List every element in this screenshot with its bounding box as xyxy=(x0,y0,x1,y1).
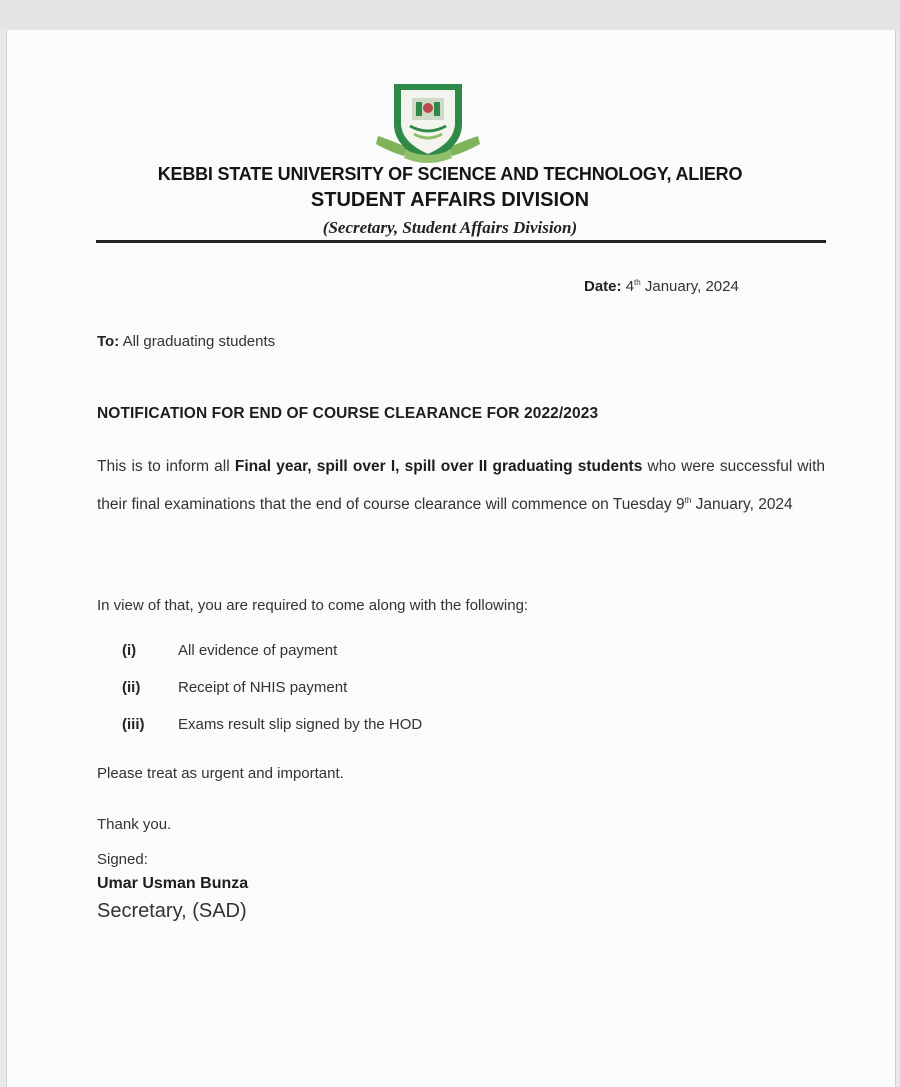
list-item-number: (ii) xyxy=(122,679,141,696)
signed-label: Signed: xyxy=(97,851,148,868)
notification-heading: NOTIFICATION FOR END OF COURSE CLEARANCE FOR 2022/2023 xyxy=(97,405,599,422)
list-item-number: (iii) xyxy=(122,716,145,733)
body-date-suffix: th xyxy=(684,496,692,505)
division-name: STUDENT AFFAIRS DIVISION xyxy=(310,189,590,211)
signatory-title: Secretary, (SAD) xyxy=(97,900,247,922)
secretary-subtitle: (Secretary, Student Affairs Division) xyxy=(322,218,578,237)
signatory-name: Umar Usman Bunza xyxy=(97,875,249,892)
header-divider xyxy=(96,240,826,243)
body-date-rest: January, 2024 xyxy=(691,496,793,514)
list-item xyxy=(122,669,422,706)
recipient-line xyxy=(97,333,275,350)
list-item-text: Exams result slip signed by the HOD xyxy=(178,716,423,733)
body-intro: This is to inform all xyxy=(97,458,235,475)
urgency-note: Please treat as urgent and important. xyxy=(97,765,344,782)
list-item-text: Receipt of NHIS payment xyxy=(178,679,348,696)
date-month-year: January, 2024 xyxy=(644,278,739,295)
university-crest-logo xyxy=(372,78,484,168)
date-label: Date: xyxy=(584,278,622,295)
requirements-list xyxy=(122,632,422,743)
screenshot-top-band xyxy=(0,0,900,30)
list-item xyxy=(122,632,422,669)
requirements-intro: In view of that, you are required to come along with the following: xyxy=(97,597,529,614)
body-eligible-students: Final year, spill over I, spill over II graduating students xyxy=(234,458,643,475)
date-day-suffix: th xyxy=(634,278,641,287)
list-item-number: (i) xyxy=(122,642,137,659)
recipient-label: To: xyxy=(97,333,120,350)
body-commencement: who were successful with their final examinations that the end of course clearance will commence on Tuesday 9 xyxy=(97,458,825,514)
recipient-value: All graduating students xyxy=(122,333,276,350)
thank-you: Thank you. xyxy=(97,816,172,833)
university-name: KEBBI STATE UNIVERSITY OF SCIENCE AND TECHNOLOGY, ALIERO xyxy=(157,164,743,184)
list-item xyxy=(122,706,422,743)
list-item-text: All evidence of payment xyxy=(178,642,338,659)
notification-body xyxy=(97,450,825,522)
date-day: 4 xyxy=(625,278,635,295)
letter-date xyxy=(584,278,739,295)
